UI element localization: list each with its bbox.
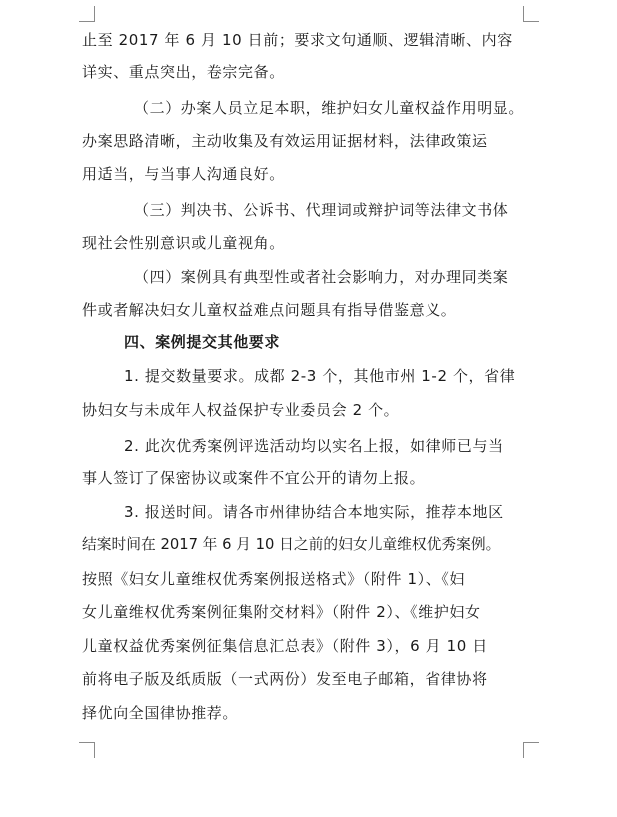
text-line: 详实、重点突出，卷宗完备。 [82, 63, 285, 81]
text-line: 办案思路清晰，主动收集及有效运用证据材料，法律政策运 [82, 132, 488, 150]
text-line: 结案时间在 2017 年 6 月 10 日之前的妇女儿童维权优秀案例。 [82, 536, 501, 553]
text-line: 止至 2017 年 6 月 10 日前；要求文句通顺、逻辑清晰、内容 [82, 31, 513, 49]
text-line: 前将电子版及纸质版（一式两份）发至电子邮箱，省律协将 [82, 670, 488, 688]
text-line: 用适当，与当事人沟通良好。 [82, 165, 285, 183]
text-line: 事人签订了保密协议或案件不宜公开的请勿上报。 [82, 469, 426, 487]
text-line: 件或者解决妇女儿童权益难点问题具有指导借鉴意义。 [82, 301, 457, 319]
text-line: 择优向全国律协推荐。 [82, 704, 239, 722]
paragraph-line: （三）判决书、公诉书、代理词或辩护词等法律文书体 [134, 201, 509, 219]
crop-mark-bottom-left [79, 742, 95, 758]
crop-mark-bottom-right [523, 742, 539, 758]
paragraph-line: 1. 提交数量要求。成都 2-3 个，其他市州 1-2 个，省律 [124, 367, 516, 385]
paragraph-line: （四）案例具有典型性或者社会影响力，对办理同类案 [134, 268, 509, 286]
text-line: 女儿童维权优秀案例征集附交材料》（附件 2）、《维护妇女 [82, 603, 481, 621]
crop-mark-top-left [79, 6, 95, 22]
text-line: 儿童权益优秀案例征集信息汇总表》（附件 3），6 月 10 日 [82, 637, 488, 655]
paragraph-line: 3. 报送时间。请各市州律协结合本地实际，推荐本地区 [124, 503, 504, 521]
text-line: 现社会性别意识或儿童视角。 [82, 234, 285, 252]
section-heading: 四、案例提交其他要求 [124, 333, 281, 351]
paragraph-line: （二）办案人员立足本职，维护妇女儿童权益作用明显。 [134, 99, 525, 117]
paragraph-line: 2. 此次优秀案例评选活动均以实名上报，如律师已与当 [124, 437, 504, 455]
text-line: 协妇女与未成年人权益保护专业委员会 2 个。 [82, 401, 400, 419]
text-line: 按照《妇女儿童维权优秀案例报送格式》（附件 1）、《妇 [82, 570, 466, 588]
crop-mark-top-right [523, 6, 539, 22]
